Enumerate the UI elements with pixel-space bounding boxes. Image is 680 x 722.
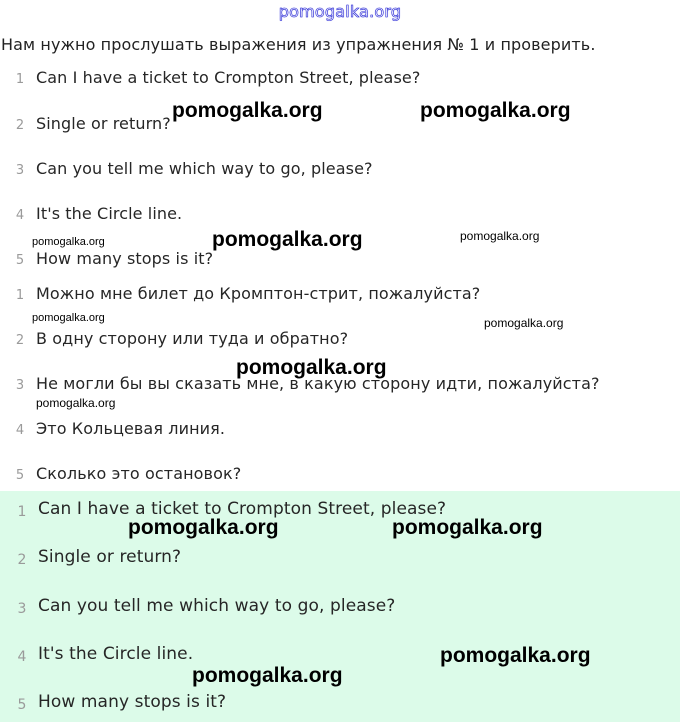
list-item bbox=[0, 284, 680, 308]
item-text: It's the Circle line. bbox=[36, 204, 183, 223]
watermark: pomogalka.org bbox=[392, 516, 543, 539]
item-text: Can you tell me which way to go, please? bbox=[38, 596, 396, 616]
list-item bbox=[0, 68, 680, 92]
watermark: pomogalka.org bbox=[420, 99, 571, 122]
item-text: Can I have a ticket to Crompton Street, please? bbox=[36, 68, 421, 87]
item-text: Can I have a ticket to Crompton Street, please? bbox=[38, 499, 447, 519]
list-item bbox=[0, 547, 680, 571]
item-text: В одну сторону или туда и обратно? bbox=[36, 329, 349, 348]
item-text: Single or return? bbox=[36, 114, 171, 133]
item-number: 4 bbox=[15, 208, 25, 223]
item-number: 3 bbox=[15, 378, 25, 393]
list-item bbox=[0, 692, 680, 716]
watermark: pomogalka.org bbox=[460, 229, 540, 243]
watermark: pomogalka.org bbox=[484, 316, 564, 330]
watermark: pomogalka.org bbox=[172, 99, 323, 122]
item-number: 4 bbox=[17, 649, 27, 665]
watermark: pomogalka.org bbox=[32, 236, 105, 248]
watermark: pomogalka.org bbox=[36, 396, 116, 410]
watermark: pomogalka.org bbox=[128, 516, 279, 539]
site-watermark-header: pomogalka.org bbox=[278, 2, 402, 21]
list-item bbox=[0, 114, 680, 138]
item-number: 5 bbox=[15, 253, 25, 268]
watermark: pomogalka.org bbox=[192, 664, 343, 687]
task-intro: Нам нужно прослушать выражения из упражнения № 1 и проверить. bbox=[1, 35, 596, 54]
item-number: 2 bbox=[15, 333, 25, 348]
item-number: 5 bbox=[17, 697, 27, 713]
item-number: 2 bbox=[15, 118, 25, 133]
item-number: 1 bbox=[17, 504, 27, 520]
list-item bbox=[0, 419, 680, 443]
item-text: Can you tell me which way to go, please? bbox=[36, 159, 373, 178]
item-text: How many stops is it? bbox=[38, 692, 227, 712]
item-text: Не могли бы вы сказать мне, в какую сторону идти, пожалуйста? bbox=[36, 374, 600, 393]
item-number: 4 bbox=[15, 423, 25, 438]
item-number: 3 bbox=[17, 601, 27, 617]
item-number: 1 bbox=[15, 72, 25, 87]
watermark: pomogalka.org bbox=[440, 644, 591, 667]
list-item bbox=[0, 464, 680, 488]
watermark: pomogalka.org bbox=[236, 356, 387, 379]
item-text: Это Кольцевая линия. bbox=[36, 419, 226, 438]
list-item bbox=[0, 596, 680, 620]
item-text: Сколько это остановок? bbox=[36, 464, 242, 483]
list-item bbox=[0, 329, 680, 353]
item-number: 1 bbox=[15, 288, 25, 303]
list-item bbox=[0, 159, 680, 183]
item-text: How many stops is it? bbox=[36, 249, 214, 268]
item-text: Можно мне билет до Кромптон-стрит, пожалуйста? bbox=[36, 284, 481, 303]
list-item bbox=[0, 499, 680, 523]
item-text: It's the Circle line. bbox=[38, 644, 194, 664]
list-item bbox=[0, 249, 680, 273]
item-number: 5 bbox=[15, 468, 25, 483]
watermark: pomogalka.org bbox=[212, 228, 363, 251]
list-item bbox=[0, 204, 680, 228]
item-number: 2 bbox=[17, 552, 27, 568]
item-text: Single or return? bbox=[38, 547, 182, 567]
watermark: pomogalka.org bbox=[32, 312, 105, 324]
item-number: 3 bbox=[15, 163, 25, 178]
